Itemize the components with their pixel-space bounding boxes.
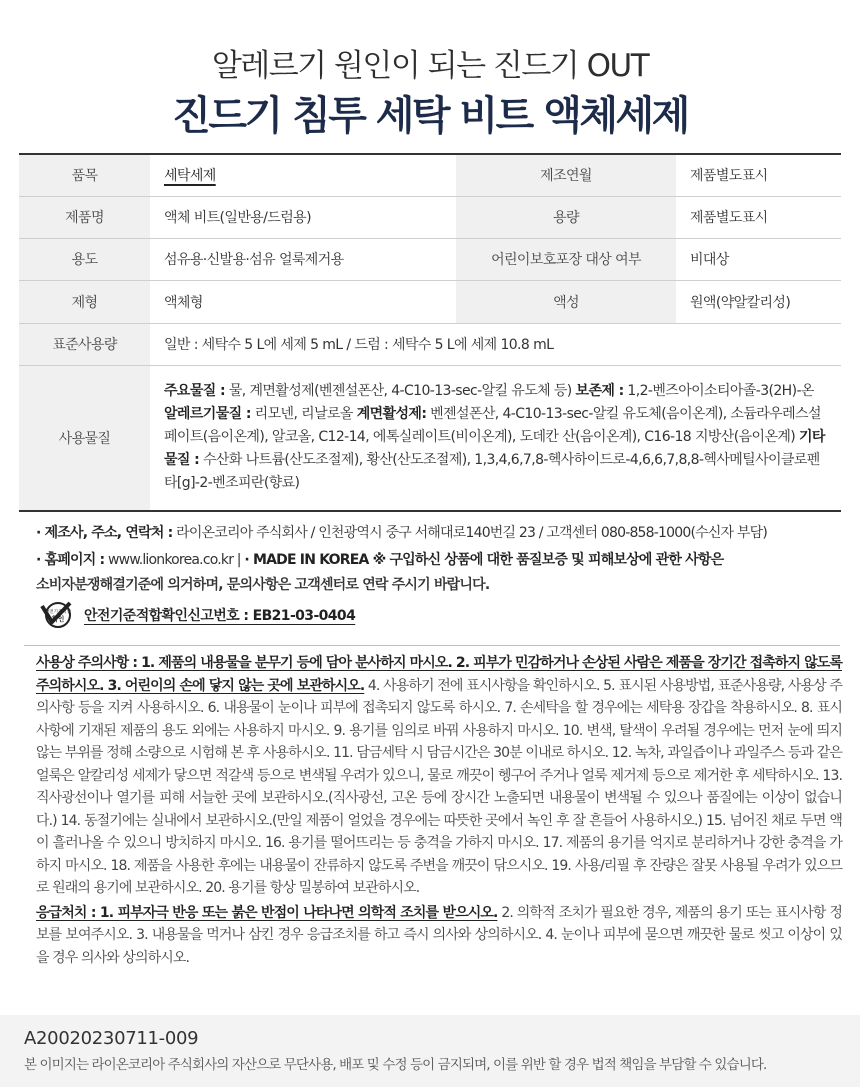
- allergen-text: 리모넨, 리날로올: [250, 406, 357, 423]
- other-substance-label: 기타물질 :: [164, 429, 825, 469]
- label-child-packaging: 어린이보호포장 대상 여부: [456, 238, 676, 280]
- value-child-packaging: 비대상: [676, 238, 841, 280]
- main-substance-text: 물, 계면활성제(벤젠설폰산, 4-C10-13-sec-알킬 유도체 등): [224, 383, 576, 400]
- manufacturer-text: 라이온코리아 주식회사 / 인천광역시 중구 서해대로140번길 23 / 고객센터 080-858-1000(수신자 부담): [172, 525, 768, 541]
- page-subtitle: 알레르기 원인이 되는 진드기 OUT: [211, 48, 649, 84]
- label-category: 품목: [19, 154, 150, 196]
- homepage-info: [36, 549, 836, 569]
- main-substance-label: 주요물질 :: [164, 383, 225, 400]
- preservative-label: 보존제 :: [575, 383, 624, 400]
- safety-badge-text: 확인: [51, 615, 65, 623]
- value-category: 세탁세제: [164, 168, 216, 185]
- manufacturer-info: [36, 522, 836, 542]
- usage-caution-highlight: 1. 제품의 내용물을 분무기 등에 담아 분사하지 마시오. 2. 피부가 민감하거나 손상된 사람은 제품을 장기간 접촉하지 않도록 주의하시오. 3. 어린이의 손에 닿지 않는 곳에 보관하시오.: [36, 655, 842, 694]
- document-code: A20020230711-009: [24, 1028, 199, 1049]
- label-product-name: 제품명: [19, 196, 150, 238]
- first-aid: [36, 902, 842, 970]
- allergen-label: 알레르기물질 :: [164, 406, 251, 423]
- usage-caution-text: 4. 사용하기 전에 표시사항을 확인하시오. 5. 표시된 사용방법, 표준사용량, 사용상 주의사항 등을 지켜 사용하시오. 6. 내용물이 눈이나 피부에 접촉되지 않도록 하시오. 7. 손세탁을 할 경우에는 세탁용 장갑을 착용하시오. 8. 표시사항에 기재된 제품의 용도 외에는 사용하지 마시오. 9. 용기를 임의로 바꿔 사용하지 마시오. 10. 변색, 탈색이 우려될 경우에는 먼저 눈에 띄지 않는 부위를 정해 소량으로 시험해 본 후 사용하시오. 11. 담금세탁 시 담금시간은 30분 이내로 하시오. 12. 녹차, 과일즙이나 과일주스 등과 같은 얼룩은 알칼리성 세제가 닿으면 적갈색 등으로 변색될 우려가 있으니, 물로 깨끗이 헹구어 주거나 얼룩 제거제 등으로 제거한 후 세탁하시오. 13. 직사광선이나 열기를 피해 서늘한 곳에 보관하시오.(직사광선, 고온 등에 장시간 노출되면 내용물이 변색될 수 있으나 품질에는 이상이 없습니다.) 14. 동절기에는 실내에서 보관하시오.(만일 제품이 얼었을 경우에는 따뜻한 곳에서 녹인 후 잘 흔들어 사용하시오.) 15. 넘어진 채로 두면 액이 흘러나올 수 있으니 방치하지 마시오. 16. 용기를 떨어뜨리는 등 충격을 가하지 마시오. 17. 제품의 용기를 억지로 분리하거나 강한 충격을 가하지 마시오. 18. 제품을 사용한 후에는 내용물이 잔류하지 않도록 주변을 깨끗이 닦으시오. 19. 사용/리필 후 잔량은 잘못 사용될 우려가 있으므로 원래의 용기에 보관하시오. 20. 용기를 항상 밀봉하여 보관하시오.: [36, 677, 842, 896]
- safety-number: 안전기준적합확인신고번호 : EB21-03-0404: [84, 608, 356, 624]
- first-aid-highlight: 1. 피부자극 반응 또는 붉은 반점이 나타나면 의학적 조치를 받으시오.: [95, 904, 498, 921]
- spec-row-category: [19, 154, 841, 196]
- usage-caution-label: 사용상 주의사항 :: [36, 655, 138, 671]
- quality-notice-line1: ※ 구입하신 상품에 대한 품질보증 및 피해보상에 관한 사항은: [368, 552, 724, 568]
- quality-notice-line2: 소비자분쟁해결기준에 의거하며, 문의사항은 고객센터로 연락 주시기 바랍니다.: [36, 577, 490, 593]
- spec-table: [19, 153, 841, 512]
- other-substance-text: 수산화 나트륨(산도조절제), 황산(산도조절제), 1,3,4,6,7,8-헥사하이드로-4,6,6,7,8,8-헥사메틸사이클로펜타[g]-2-벤조피란(향료): [164, 452, 820, 492]
- section-divider: [24, 645, 840, 646]
- made-in-label: · MADE IN KOREA: [244, 552, 369, 568]
- surfactant-label: 계면활성제:: [356, 406, 427, 423]
- spec-row-usage: [19, 238, 841, 280]
- first-aid-label: 응급처치 :: [36, 904, 96, 921]
- value-ph: 원액(약알칼리성): [676, 280, 841, 323]
- value-usage: 섬유용·신발용·섬유 얼룩제거용: [150, 238, 456, 280]
- first-aid-text: 2. 의학적 조치가 필요한 경우, 제품의 용기 또는 표시사항 정보를 보여주시오. 3. 내용물을 먹거나 삼킨 경우 응급조치를 하고 즉시 의사와 상의하시오. 4. 눈이나 피부에 묻으면 깨끗한 물로 씻고 이상이 있을 경우 의사와 상의하시오.: [36, 904, 842, 966]
- label-manufacture-date: 제조연월: [456, 154, 676, 196]
- value-materials: [150, 365, 841, 511]
- spec-row-form: [19, 280, 841, 323]
- caution-section: [36, 652, 842, 969]
- spec-row-standard-amount: [19, 323, 841, 365]
- spec-row-product-name: [19, 196, 841, 238]
- label-ph: 액성: [456, 280, 676, 323]
- value-form: 액체형: [150, 280, 456, 323]
- value-product-name: 액체 비트(일반용/드럼용): [150, 196, 456, 238]
- value-capacity: 제품별도표시: [676, 196, 841, 238]
- footer: [0, 1015, 860, 1087]
- label-form: 제형: [19, 280, 150, 323]
- safety-badge-small-text: 안전기준적합: [44, 610, 72, 615]
- label-materials: 사용물질: [19, 365, 150, 511]
- manufacturer-label: · 제조사, 주소, 연락처 :: [36, 525, 173, 541]
- label-standard-amount: 표준사용량: [19, 323, 150, 365]
- preservative-text: 1,2-벤즈아이소티아졸-3(2H)-온: [623, 383, 814, 400]
- usage-caution: [36, 652, 842, 900]
- safety-confirmation: [40, 600, 355, 630]
- page-title: 진드기 침투 세탁 비트 액체세제: [172, 93, 688, 139]
- homepage-label: · 홈페이지 :: [36, 552, 105, 568]
- safety-check-icon: [40, 600, 74, 630]
- copyright-notice: 본 이미지는 라이온코리아 주식회사의 자산으로 무단사용, 배포 및 수정 등이 금지되며, 이를 위반 할 경우 법적 책임을 부담할 수 있습니다.: [24, 1057, 767, 1073]
- label-usage: 용도: [19, 238, 150, 280]
- spec-row-materials: [19, 365, 841, 511]
- value-manufacture-date: 제품별도표시: [676, 154, 841, 196]
- value-standard-amount: 일반 : 세탁수 5 L에 세제 5 mL / 드럼 : 세탁수 5 L에 세제 10.8 mL: [150, 323, 841, 365]
- homepage-link[interactable]: www.lionkorea.co.kr |: [104, 552, 245, 568]
- label-capacity: 용량: [456, 196, 676, 238]
- surfactant-text: 벤젠설폰산, 4-C10-13-sec-알킬 유도체(음이온계), 소듐라우레스설페이트(음이온계), 알코올, C12-14, 에톡실레이트(비이온계), 도데칸 산(음이온계), C16-18 지방산(음이온계): [164, 406, 821, 446]
